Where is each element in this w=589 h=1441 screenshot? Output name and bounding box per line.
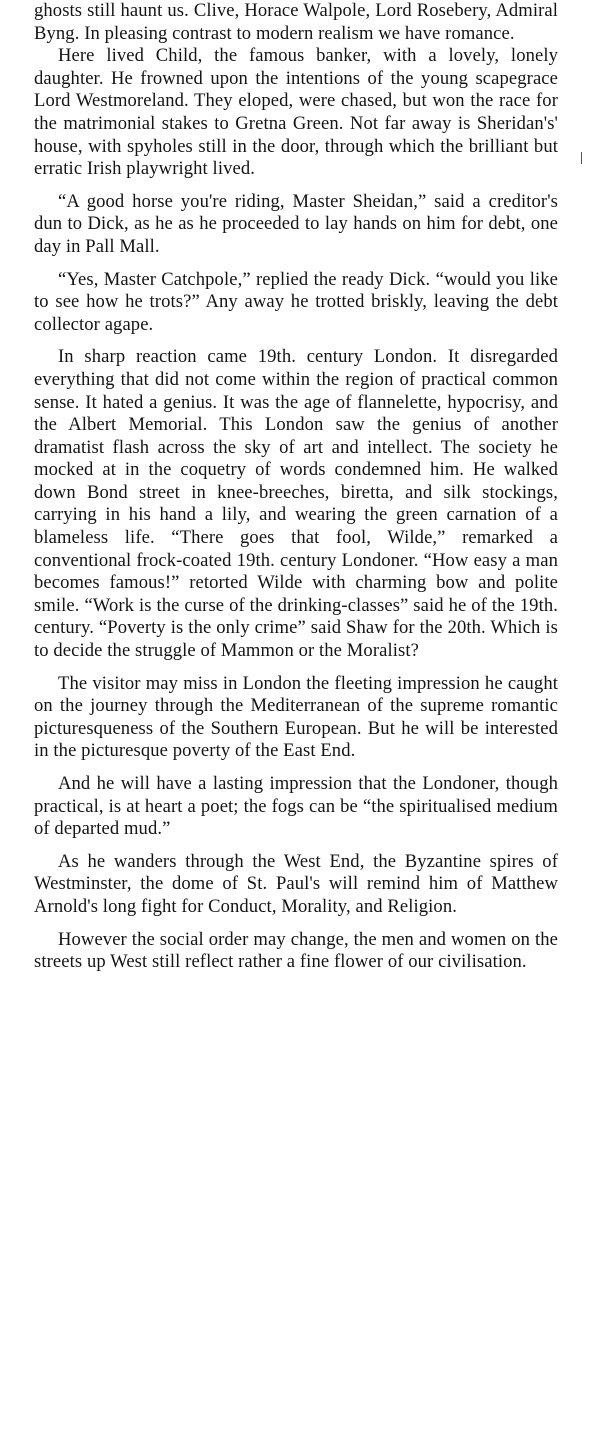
paragraph-continuation: ghosts still haunt us. Clive, Horace Walpole, Lord Rosebery, Admiral Byng. In pleasing contrast to modern realism we have romance. — [34, 0, 558, 44]
paragraph-visitor-impression: The visitor may miss in London the fleeting impression he caught on the journey through the Mediterranean of the supreme romantic picturesqueness of the Southern European. But he will be interested in the picturesque poverty of the East End. — [34, 672, 558, 762]
scan-mark — [581, 152, 582, 164]
paragraph-19th-century-london: In sharp reaction came 19th. century London. It disregarded everything that did not come within the region of practical common sense. It hated a genius. It was the age of flannelette, hypocrisy, and the Albert Memorial. This London saw the genius of another dramatist flash across the sky of art and intellect. The society he mocked at in the coquetry of words condemned him. He walked down Bond street in knee-breeches, biretta, and silk stockings, carrying in his hand a lily, and wearing the green carnation of a blameless life. “There goes that fool, Wilde,” remarked a conventional frock-coated 19th. century Londoner. “How easy a man becomes famous!” retorted Wilde with charming bow and polite smile. “Work is the curse of the drinking-classes” said he of the 19th. century. “Poverty is the only crime” said Shaw for the 20th. Which is to decide the struggle of Mammon or the Moralist? — [34, 346, 558, 662]
paragraph-master-catchpole: “Yes, Master Catchpole,” replied the ready Dick. “would you like to see how he trots?” Any away he trotted briskly, leaving the debt collector agape. — [34, 268, 558, 335]
paragraph-west-end: As he wanders through the West End, the Byzantine spires of Westminster, the dome of St. Paul's will remind him of Matthew Arnold's long fight for Conduct, Morality, and Religion. — [34, 850, 558, 917]
paragraph-lasting-impression: And he will have a lasting impression that the Londoner, though practical, is at heart a poet; the fogs can be “the spiritualised medium of departed mud.” — [34, 773, 558, 840]
article-column — [34, 0, 558, 974]
paragraph-social-order: However the social order may change, the men and women on the streets up West still reflect rather a fine flower of our civilisation. — [34, 928, 558, 973]
paragraph-good-horse: “A good horse you're riding, Master Sheidan,” said a creditor's dun to Dick, as he as he proceeded to lay hands on him for debt, one day in Pall Mall. — [34, 190, 558, 257]
paragraph-child-banker: Here lived Child, the famous banker, with a lovely, lonely daughter. He frowned upon the intentions of the young scapegrace Lord Westmoreland. They eloped, were chased, but won the race for the matrimonial stakes to Gretna Green. Not far away is Sheridan's' house, with spyholes still in the door, through which the brilliant but erratic Irish playwright lived. — [34, 45, 558, 180]
